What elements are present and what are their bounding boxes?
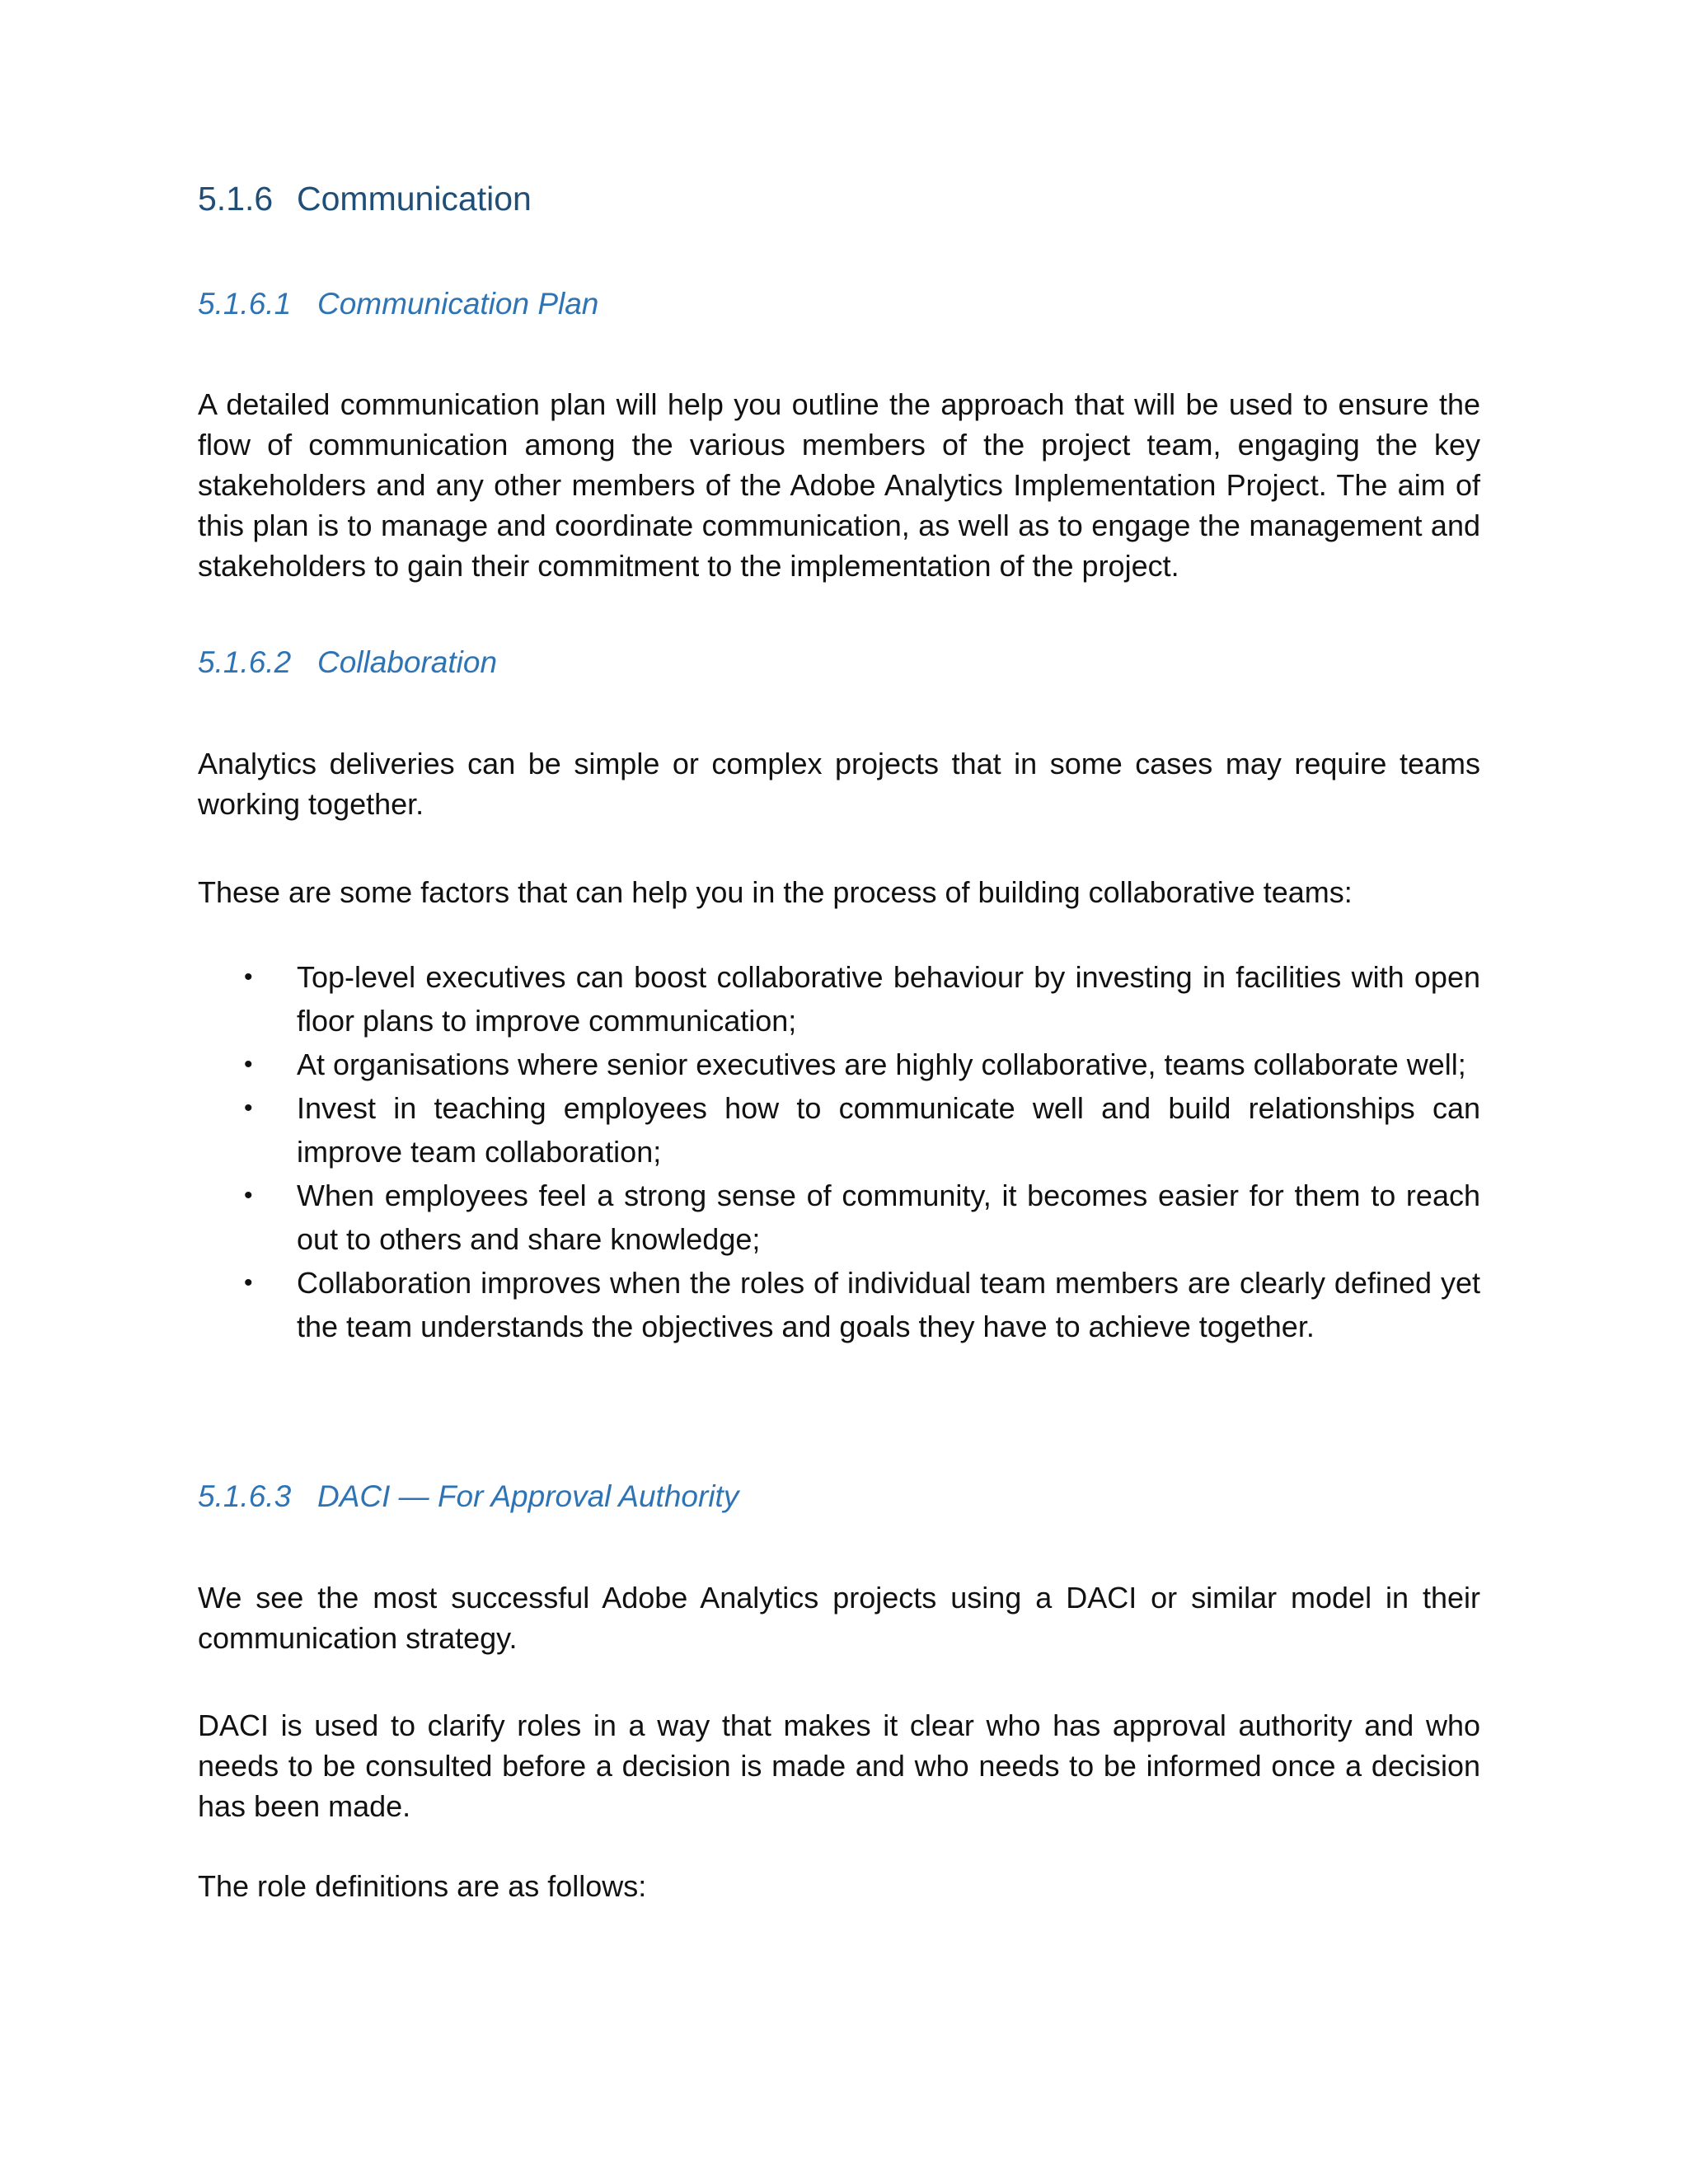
list-item-text: When employees feel a strong sense of community, it becomes easier for them to reach out to others and share knowledge;: [297, 1179, 1480, 1256]
section-heading: [198, 180, 532, 218]
collaboration-paragraph-1: Analytics deliveries can be simple or complex projects that in some cases may require teams working together.: [198, 747, 1480, 821]
list-item: [198, 955, 1480, 1043]
subsection-title: Collaboration: [317, 645, 498, 679]
bullet-icon: •: [244, 1094, 253, 1122]
list-item-text: Invest in teaching employees how to communicate well and build relationships can improve team collaboration;: [297, 1091, 1480, 1169]
bullet-icon: •: [244, 1051, 253, 1078]
daci-paragraph-2: DACI is used to clarify roles in a way that makes it clear who has approval authority and who needs to be consulted before a decision is made and who needs to be informed once a decision has been made.: [198, 1708, 1480, 1823]
subsection-heading-communication-plan: [198, 287, 598, 321]
list-item: [198, 1043, 1480, 1086]
section-number: 5.1.6: [198, 180, 274, 218]
list-item: [198, 1086, 1480, 1174]
daci-paragraph-3: The role definitions are as follows:: [198, 1869, 647, 1903]
list-item: [198, 1174, 1480, 1261]
list-item: [198, 1261, 1480, 1348]
subsection-number: 5.1.6.2: [198, 645, 292, 679]
section-title: Communication: [297, 180, 532, 218]
collaboration-factor-list: [198, 955, 1480, 1348]
list-item-text: Collaboration improves when the roles of individual team members are clearly defined yet the team understands the objectives and goals they have to achieve together.: [297, 1266, 1480, 1343]
subsection-title: DACI — For Approval Authority: [317, 1479, 739, 1513]
collaboration-paragraph-2: These are some factors that can help you in the process of building collaborative teams:: [198, 875, 1353, 909]
subsection-number: 5.1.6.1: [198, 287, 292, 321]
list-item-text: At organisations where senior executives are highly collaborative, teams collaborate well;: [297, 1047, 1466, 1081]
bullet-icon: •: [244, 963, 253, 991]
bullet-icon: •: [244, 1269, 253, 1296]
subsection-title: Communication Plan: [317, 287, 599, 321]
subsection-heading-daci: [198, 1479, 738, 1514]
list-item-text: Top-level executives can boost collaborative behaviour by investing in facilities with open floor plans to improve communication;: [297, 960, 1480, 1038]
daci-paragraph-1: We see the most successful Adobe Analytics projects using a DACI or similar model in their communication strategy.: [198, 1581, 1480, 1655]
subsection-heading-collaboration: [198, 645, 497, 680]
communication-plan-paragraph: A detailed communication plan will help you outline the approach that will be used to ensure the flow of communication among the various members of the project team, engaging the key stakeholders and any other members of the Adobe Analytics Implementation Project. The aim of this plan is to manage and coordinate communication, as well as to engage the management and stakeholders to gain their commitment to the implementation of the project.: [198, 387, 1480, 583]
subsection-number: 5.1.6.3: [198, 1479, 292, 1513]
bullet-icon: •: [244, 1182, 253, 1209]
